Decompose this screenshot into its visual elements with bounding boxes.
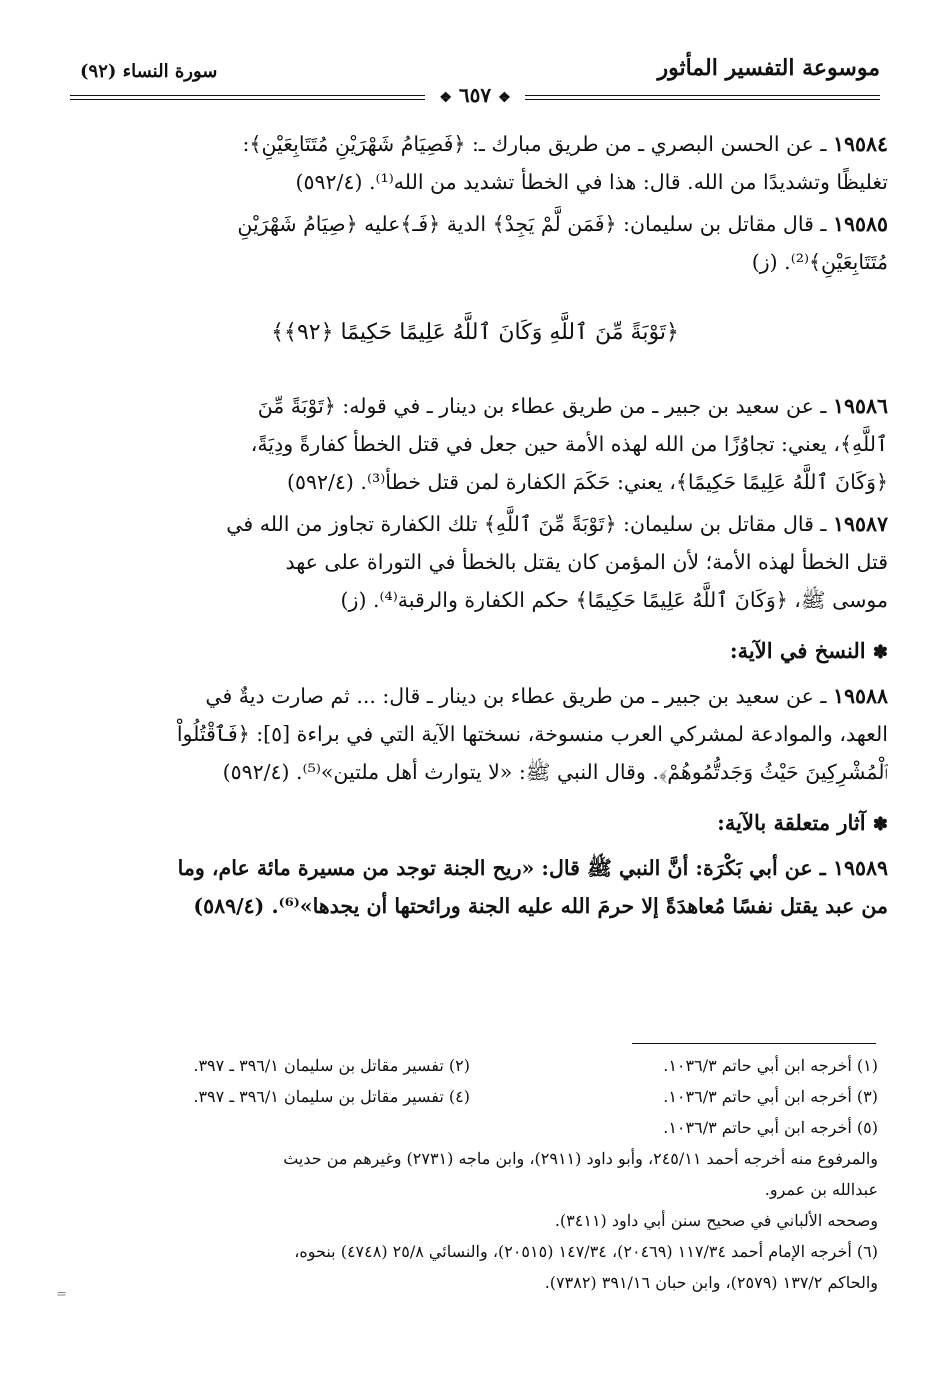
footnote-6-line: والحاكم ١٣٧/٢ (٢٥٧٩)، وابن حبان ٣٩١/١٦ (٧٣٨٢). xyxy=(544,1273,878,1292)
narration-line: ﴿وَكَانَ ٱللَّهُ عَلِيمًا حَكِيمًا﴾، يعني: حَكَمَ الكفارة لمن قتل خطأ⁽³⁾. (٥٩٢/٤) xyxy=(286,470,888,494)
narration-line: ٱلْمُشْرِكِينَ حَيْثُ وَجَدتُّمُوهُمْ﴾. وقال النبي ﷺ: «لا يتوارث أهل ملتين»⁽⁵⁾. (٥٩٢/٤) xyxy=(222,760,888,784)
narration-19584 xyxy=(62,125,888,201)
main-text xyxy=(62,125,888,929)
page-header xyxy=(70,55,880,115)
narration-line: من عبد يقتل نفسًا مُعاهدَةً إلا حرمَ الله عليه الجنة ورائحتها أن يجدها»⁽⁶⁾. (٥٨٩/٤) xyxy=(193,894,888,918)
narration-line: ـ عن سعيد بن جبير ـ من طريق عطاء بن دينار ـ قال: ... ثم صارت ديةٌ في xyxy=(205,684,827,708)
narration-line: تغليظًا وتشديدًا من الله. قال: هذا في الخطأ تشديد من الله⁽¹⁾. (٥٩٢/٤) xyxy=(295,170,888,194)
narration-line: العهد، والموادعة لمشركي العرب منسوخة، نسختها الآية التي في براءة [٥]: ﴿فَٱقْتُلُواْ xyxy=(176,722,888,746)
section-heading-related xyxy=(62,803,888,845)
narration-number: ١٩٥٨٨ xyxy=(832,684,888,708)
book-title: موسوعة التفسير المأثور xyxy=(657,55,880,81)
footnote-5-line: عبدالله بن عمرو. xyxy=(764,1180,878,1199)
footnote-row xyxy=(62,1081,878,1112)
footnotes xyxy=(62,1050,878,1298)
margin-mark: = xyxy=(56,1287,67,1302)
narration-number: ١٩٥٨٧ xyxy=(832,512,888,536)
footnote-5-line: والمرفوع منه أخرجه أحمد ٢٤٥/١١، وأبو داود (٢٩١١)، وابن ماجه (٢٧٣١) وغيرهم من حديث xyxy=(283,1149,878,1168)
narration-number: ١٩٥٨٦ xyxy=(832,394,888,418)
narration-line: ٱللَّهِ﴾، يعني: تجاوُزًا من الله لهذه الأمة حين جعل في قتل الخطأ كفارةً ودِيَةً، xyxy=(250,432,888,456)
narration-19587 xyxy=(62,505,888,619)
narration-line: قتل الخطأ لهذه الأمة؛ لأن المؤمن كان يقتل بالخطأ في التوراة على عهد xyxy=(285,550,888,574)
narration-19586 xyxy=(62,387,888,501)
narration-line: مُتَتَابِعَيْنِ﴾⁽²⁾. (ز) xyxy=(751,250,888,274)
page-number xyxy=(435,83,515,107)
section-heading-text: النسخ في الآية: xyxy=(729,638,866,663)
narration-19589 xyxy=(62,849,888,925)
footnote-3: (٣) أخرجه ابن أبي حاتم ١٠٣٦/٣. xyxy=(663,1087,878,1106)
narration-line: ـ عن أبي بَكْرَة: أنَّ النبي ﷺ قال: «ريح الجنة توجد من مسيرة مائة عام، وما xyxy=(177,856,826,880)
footnote-row xyxy=(62,1050,878,1081)
narration-number: ١٩٥٨٥ xyxy=(832,212,888,236)
surah-title: سورة النساء (٩٢) xyxy=(80,61,218,82)
footnote-6: (٦) أخرجه الإمام أحمد ١١٧/٣٤ (٢٠٤٦٩)، ١٤٧/٣٤ (٢٠٥١٥)، والنسائي ٢٥/٨ (٤٧٤٨) بنحوه، xyxy=(294,1242,878,1261)
page-number-bar xyxy=(70,85,880,109)
narration-number: ١٩٥٨٤ xyxy=(832,132,888,156)
narration-19588 xyxy=(62,677,888,791)
section-heading-text: آثار متعلقة بالآية: xyxy=(717,810,866,835)
footnote-5-line: وصححه الألباني في صحيح سنن أبي داود (٣٤١١). xyxy=(554,1211,878,1230)
narration-line: موسى ﷺ، ﴿وَكَانَ ٱللَّهُ عَلِيمًا حَكِيمًا﴾ حكم الكفارة والرقبة⁽⁴⁾. (ز) xyxy=(340,588,888,612)
ornament-icon: ❖ xyxy=(439,90,452,106)
footnote-1: (١) أخرجه ابن أبي حاتم ١٠٣٦/٣. xyxy=(663,1056,878,1075)
footnote-5: (٥) أخرجه ابن أبي حاتم ١٠٣٦/٣. xyxy=(663,1118,878,1137)
quran-verse: ﴿تَوْبَةً مِّنَ ٱللَّهِ وَكَانَ ٱللَّهُ عَلِيمًا حَكِيمًا ﴿٩٢﴾﴾ xyxy=(271,320,679,345)
narration-19585 xyxy=(62,205,888,281)
footnote-divider xyxy=(632,1043,876,1044)
flower-ornament-icon: ✽ xyxy=(872,642,888,663)
narration-line: ـ قال مقاتل بن سليمان: ﴿تَوْبَةً مِّنَ ٱللَّهِ﴾ تلك الكفارة تجاوز من الله في xyxy=(226,512,827,536)
page-number-text: ٦٥٧ xyxy=(458,83,492,107)
ornament-icon: ❖ xyxy=(498,90,511,106)
narration-line: ـ عن الحسن البصري ـ من طريق مبارك ـ: ﴿فَصِيَامُ شَهْرَيْنِ مُتَتَابِعَيْنِ﴾: xyxy=(242,132,827,156)
narration-line: ـ قال مقاتل بن سليمان: ﴿فَمَن لَّمْ يَجِدْ﴾ الدية ﴿فَـ﴾عليه ﴿صِيَامُ شَهْرَيْنِ xyxy=(237,212,827,236)
header-rule-right xyxy=(525,95,880,100)
footnote-4: (٤) تفسير مقاتل بن سليمان ٣٩٦/١ ـ ٣٩٧. xyxy=(193,1087,470,1106)
narration-line: ـ عن سعيد بن جبير ـ من طريق عطاء بن دينار ـ في قوله: ﴿تَوْبَةً مِّنَ xyxy=(257,394,827,418)
flower-ornament-icon: ✽ xyxy=(872,814,888,835)
narration-number: ١٩٥٨٩ xyxy=(832,856,888,880)
footnote-2: (٢) تفسير مقاتل بن سليمان ٣٩٦/١ ـ ٣٩٧. xyxy=(193,1056,470,1075)
section-heading-abrogation xyxy=(62,631,888,673)
header-rule-left xyxy=(70,95,425,100)
